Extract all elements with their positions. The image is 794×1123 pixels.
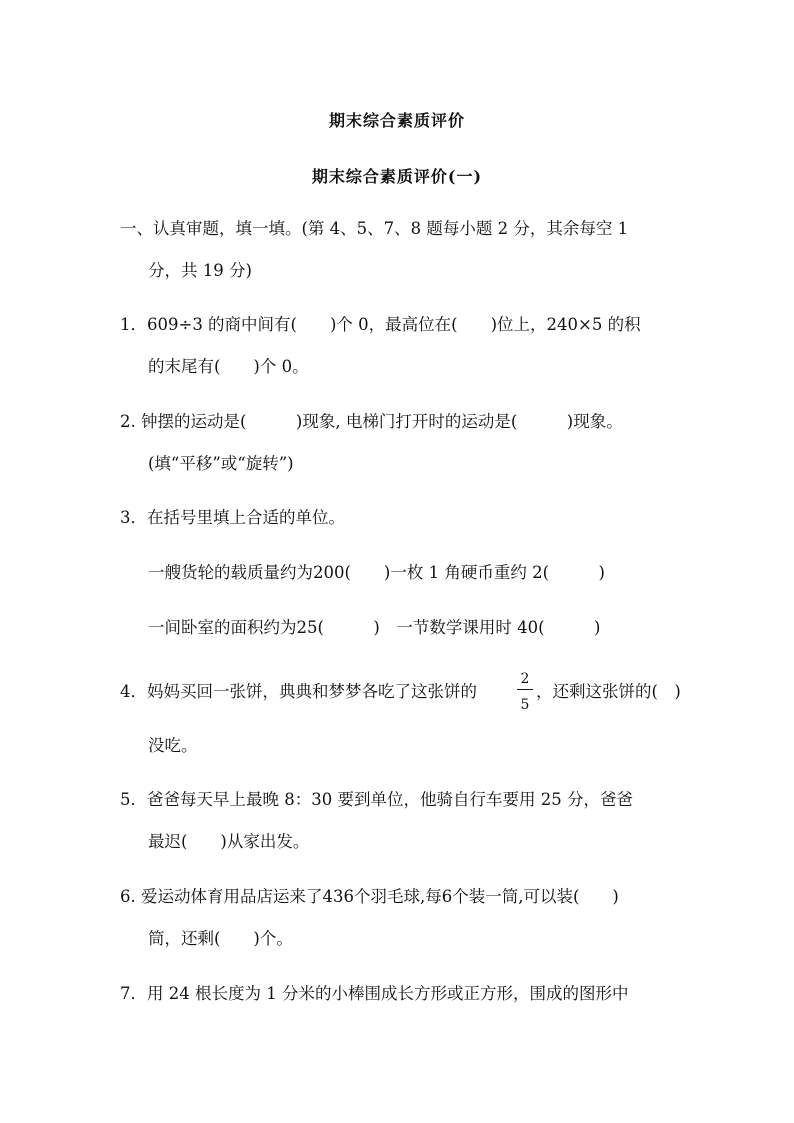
question-3-line2: 一艘货轮的载质量约为200( )一枚 1 角硬币重约 2( ) [148,563,605,582]
question-3-line3: 一间卧室的面积约为25( ) 一节数学课用时 40( ) [148,618,601,637]
question-4-line1-after: ，还剩这张饼的( ) [536,682,681,701]
question-4-line2: 没吃。 [148,736,198,755]
question-6-line2: 筒，还剩( )个。 [148,929,293,948]
question-1-line2: 的末尾有( )个 0。 [148,357,309,376]
page-subtitle: 期末综合素质评价(一) [311,167,483,186]
question-4-line1-before: 4．妈妈买回一张饼，典典和梦梦各吃了这张饼的 [120,682,477,701]
page-title: 期末综合素质评价 [328,111,465,130]
fraction-numerator: 2 [520,671,530,687]
question-5-line2: 最迟( )从家出发。 [148,832,310,851]
section-heading-line2: 分，共 19 分) [148,261,252,280]
question-6-line1: 6. 爱运动体育用品店运来了436个羽毛球,每6个装一筒,可以装( ) [120,887,619,906]
fraction-denominator: 5 [520,697,530,713]
question-2-line2: (填“平移”或“旋转”) [148,454,294,473]
section-heading-line1: 一、认真审题，填一填。(第 4、5、7、8 题每小题 2 分，其余每空 1 [120,219,629,238]
fraction-bar [517,689,533,690]
question-2-line1: 2. 钟摆的运动是( )现象, 电梯门打开时的运动是( )现象。 [120,412,623,431]
question-7-line1: 7．用 24 根长度为 1 分米的小棒围成长方形或正方形，围成的图形中 [120,984,629,1003]
question-1-line1: 1．609÷3 的商中间有( )个 0，最高位在( )位上，240×5 的积 [120,315,641,334]
question-5-line1: 5．爸爸每天早上最晚 8：30 要到单位，他骑自行车要用 25 分，爸爸 [120,790,633,809]
question-3-line1: 3．在括号里填上合适的单位。 [120,508,345,527]
